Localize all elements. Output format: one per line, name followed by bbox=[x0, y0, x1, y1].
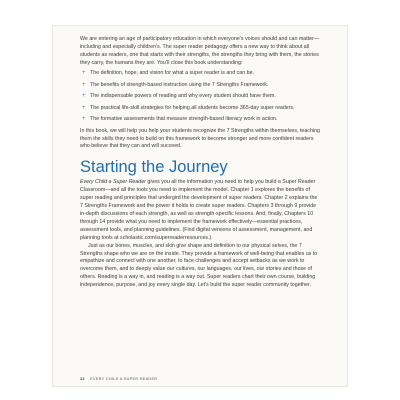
book-page bbox=[53, 26, 347, 386]
page-content bbox=[80, 36, 320, 290]
page-number: 12 bbox=[80, 377, 85, 381]
section-paragraph: Every Child a Super Reader gives you all the information you need to help you build a Super Reader Classroom—and all the tools you need to implement the model. Chapter 1 explores the benefits of super reading and principles that undergird the development of super readers. Chapter 2 explains the 7 Strengths Framework and the power it holds to create super readers. Chapters 3 through 9 provide in-depth discussions of each strength, as well as strength-specific lessons. And, finally, Chapters 10 through 14 provide what you need to implement the framework effectively—essential practices, assessment tools, and planning guidelines. (Find digital versions of assessment, management, and planning tools at scholastic.com/superreaderresources.) bbox=[80, 179, 318, 241]
plus-bullet-icon: + bbox=[82, 93, 86, 100]
list-item: + The definition, hope, and vision for what a super reader is and can be. bbox=[82, 70, 255, 77]
running-title: EVERY CHILD A SUPER READER bbox=[90, 377, 158, 381]
plus-bullet-icon: + bbox=[82, 70, 86, 77]
list-item: + The indispensable powers of reading and why every student should have them. bbox=[82, 93, 276, 100]
list-item: + The practical life-skill strategies for helping all students become 365-day super readers. bbox=[82, 104, 295, 111]
section-paragraph-2: Just as our bones, muscles, and skin give shape and definition to our physical selves, the 7 Strengths shape who we are on the inside. They provide a framework of well-being that enables us to empathize and connect with one another, to face challenges and accept setbacks as we work to overcome them, and to deeply value our cultures, our languages, our lives, our stories and those of others. Reading is a way in, and reading is a way out. Super readers chart their own course, building independence, purpose, and joy every single day. Let’s build the super reader community together. bbox=[80, 242, 318, 289]
book-title: Every Child a Super Reader bbox=[80, 179, 146, 186]
list-item: + The formative assessments that measure strength-based literacy work in action. bbox=[82, 116, 278, 123]
takeaway-list bbox=[80, 70, 320, 124]
list-item: + The benefits of strength-based instruction using the 7 Strengths Framework. bbox=[82, 81, 269, 88]
plus-bullet-icon: + bbox=[82, 116, 86, 123]
page-footer bbox=[80, 377, 157, 381]
intro-closing-paragraph: In this book, we will help you help your students recognize the 7 Strengths within themselves, teaching them the skills they need to build on this framework to become stronger and more confident readers who believe that they can and will succeed. bbox=[80, 127, 320, 150]
intro-paragraph: We are entering an age of participatory education in which everyone’s voices should and can matter—including and especially children’s. The super reader pedagogy offers a new way to think about all students as readers, one that starts with their strengths, the strengths they bring with them, the stories they carry, the humans they are. You’ll close this book understanding: bbox=[80, 36, 320, 66]
section-heading: Starting the Journey bbox=[80, 158, 228, 177]
plus-bullet-icon: + bbox=[82, 104, 86, 111]
plus-bullet-icon: + bbox=[82, 81, 86, 88]
